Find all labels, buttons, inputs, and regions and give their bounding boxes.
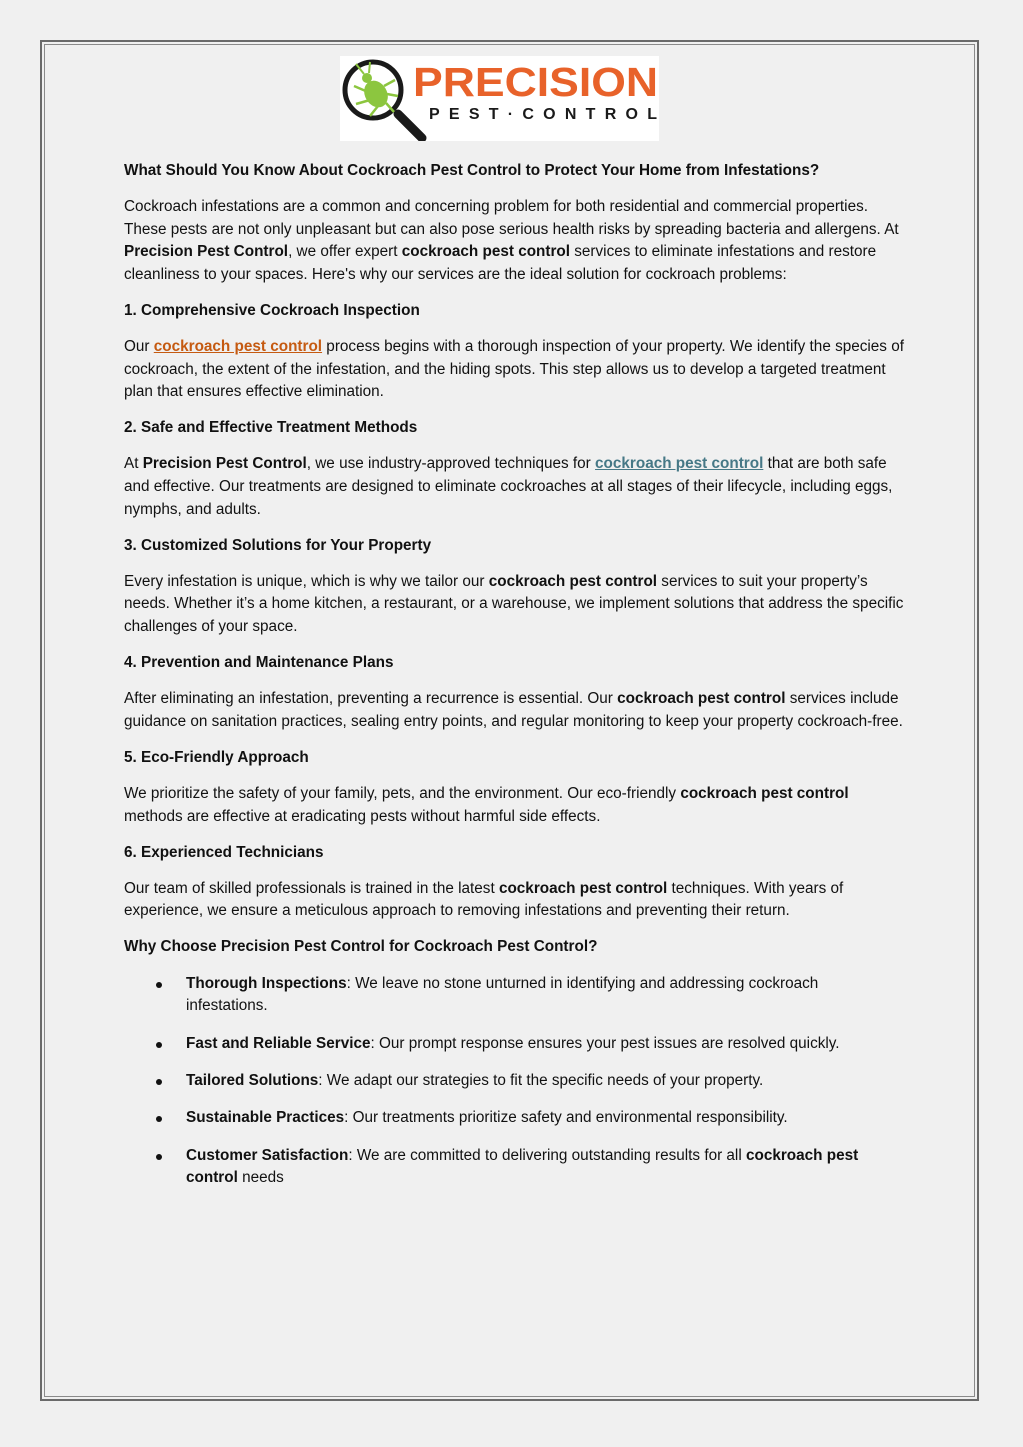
section-5-paragraph <box>124 783 904 828</box>
list-item-text: : We adapt our strategies to fit the specific needs of your property. <box>318 1071 764 1089</box>
s4-bold-1: cockroach pest control <box>617 690 786 708</box>
list-item <box>124 1033 904 1056</box>
section-6-paragraph <box>124 878 904 923</box>
list-item <box>124 1107 904 1130</box>
bullet-icon <box>156 1042 162 1048</box>
list-item-text: : We leave no stone unturned in identifying and addressing cockroach infestations. <box>186 974 819 1015</box>
intro-text-1: Cockroach infestations are a common and concerning problem for both residential and commercial properties. These pests are not only unpleasant but can also pose serious health risks by spreading bacteria and allergens. At <box>124 198 899 238</box>
bullet-icon <box>156 1116 162 1122</box>
bullet-icon <box>156 1079 162 1085</box>
section-1-paragraph <box>124 336 904 404</box>
section-3-heading: 3. Customized Solutions for Your Property <box>124 536 432 554</box>
bullet-icon <box>156 982 162 988</box>
magnifier-bug-icon <box>340 56 659 141</box>
section-4-heading: 4. Prevention and Maintenance Plans <box>124 654 394 672</box>
list-item-text: : Our treatments prioritize safety and environmental responsibility. <box>344 1109 788 1127</box>
s1-text-2: process begins with a thorough inspection of your property. We identify the species of cockroach, the extent of the infestation, and the hiding spots. This step allows us to develop a targeted treatment plan that ensures effective elimination. <box>124 338 904 401</box>
section-3-paragraph <box>124 571 904 639</box>
logo-brand-bottom: PEST·CONTROL <box>429 106 657 123</box>
s1-text-1: Our <box>124 338 154 356</box>
section-4-paragraph <box>124 688 904 733</box>
list-item-text: : Our prompt response ensures your pest issues are resolved quickly. <box>370 1034 840 1052</box>
list-item-text-2: needs <box>237 1169 284 1187</box>
section-5-heading: 5. Eco-Friendly Approach <box>124 748 309 766</box>
why-choose-list <box>124 973 904 1190</box>
s2-text-1: At <box>124 455 143 473</box>
company-logo <box>340 56 659 141</box>
bullet-icon <box>156 1154 162 1160</box>
s2-bold-1: Precision Pest Control <box>142 455 307 473</box>
s5-text-2: methods are effective at eradicating pests without harmful side effects. <box>124 807 601 825</box>
cockroach-pest-control-link-2[interactable]: cockroach pest control <box>595 455 764 473</box>
list-item-bold: Thorough Inspections <box>186 974 347 992</box>
list-item-bold: Tailored Solutions <box>186 1071 319 1089</box>
list-item-text: : We are committed to delivering outstanding results for all <box>348 1146 746 1164</box>
section-1-heading: 1. Comprehensive Cockroach Inspection <box>124 301 420 319</box>
why-choose-heading: Why Choose Precision Pest Control for Cockroach Pest Control? <box>124 938 598 956</box>
s5-text-1: We prioritize the safety of your family, pets, and the environment. Our eco-friendly <box>124 784 681 802</box>
intro-text-2: , we offer expert <box>288 243 402 261</box>
list-item <box>124 1145 904 1190</box>
s3-bold-1: cockroach pest control <box>488 572 658 590</box>
intro-bold-2: cockroach pest control <box>401 243 571 261</box>
list-item-bold: Customer Satisfaction <box>186 1146 349 1164</box>
s4-text-2: services include guidance on sanitation practices, sealing entry points, and regular monitoring to keep your property cockroach-free. <box>124 690 903 730</box>
logo-brand-top: PRECISION <box>413 59 658 105</box>
s4-text-1: After eliminating an infestation, preventing a recurrence is essential. Our <box>124 690 618 708</box>
list-item <box>124 973 904 1018</box>
section-2-heading: 2. Safe and Effective Treatment Methods <box>124 419 418 437</box>
document-body <box>124 160 904 1205</box>
s2-text-3: that are both safe and effective. Our treatments are designed to eliminate cockroaches at all stages of their lifecycle, including eggs, nymphs, and adults. <box>124 455 893 518</box>
section-6-heading: 6. Experienced Technicians <box>124 843 324 861</box>
s6-text-2: techniques. With years of experience, we ensure a meticulous approach to removing infestations and preventing their return. <box>124 879 844 920</box>
s3-text-2: services to suit your property’s needs. Whether it’s a home kitchen, a restaurant, or a warehouse, we implement solutions that address the specific challenges of your space. <box>124 572 904 635</box>
s2-text-2: , we use industry-approved techniques for <box>306 455 596 473</box>
list-item <box>124 1070 904 1093</box>
list-item-bold-2: cockroach pest control <box>186 1146 859 1187</box>
intro-paragraph <box>124 196 904 286</box>
cockroach-pest-control-link-1[interactable]: cockroach pest control <box>153 338 323 356</box>
list-item-bold: Sustainable Practices <box>186 1109 345 1127</box>
intro-text-3: services to eliminate infestations and restore cleanliness to your spaces. Here's why our services are the ideal solution for cockroach problems: <box>124 243 877 283</box>
s6-text-1: Our team of skilled professionals is trained in the latest <box>124 879 499 897</box>
document-title: What Should You Know About Cockroach Pest Control to Protect Your Home from Infestations? <box>124 162 820 179</box>
intro-bold-1: Precision Pest Control <box>124 243 289 261</box>
s6-bold-1: cockroach pest control <box>498 879 668 897</box>
list-item-bold: Fast and Reliable Service <box>186 1034 371 1052</box>
s5-bold-1: cockroach pest control <box>680 784 849 802</box>
s3-text-1: Every infestation is unique, which is why we tailor our <box>124 572 489 590</box>
section-2-paragraph <box>124 453 904 521</box>
